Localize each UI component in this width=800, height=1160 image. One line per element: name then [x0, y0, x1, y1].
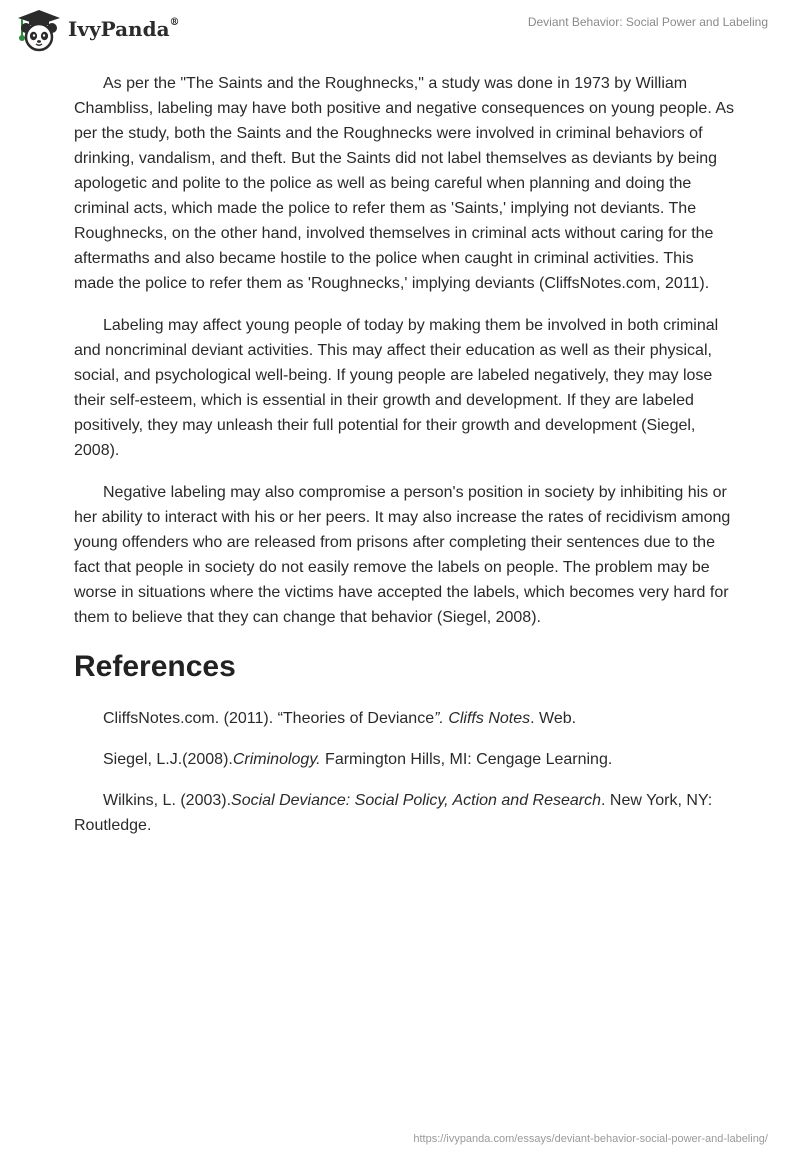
reference-item-3 [74, 788, 734, 838]
reference-author: Siegel, L.J.(2008). [103, 751, 233, 768]
reference-item-2 [74, 747, 734, 772]
reference-publisher: Farmington Hills, MI: Cengage Learning. [320, 751, 613, 768]
reference-source: Social Deviance: Social Policy, Action and Research [231, 792, 602, 809]
body-paragraph-3: Negative labeling may also compromise a person's position in society by inhibiting his or her ability to interact with his or her peers. It may also increase the rates of recidivism among young offenders who are released from prisons after completing their sentences due to the fact that people in society do not easily remove the labels on people. The problem may be worse in situations where the victims have accepted the labels, which becomes very hard for them to believe that they can change that behavior (Siegel, 2008). [74, 484, 731, 626]
reference-item-1 [74, 706, 734, 731]
reference-author: CliffsNotes.com. (2011). “Theories of Deviance [103, 710, 435, 727]
reference-source: ”. Cliffs Notes [434, 710, 531, 727]
reference-author: Wilkins, L. (2003). [103, 792, 232, 809]
essay-content [74, 71, 734, 854]
page-header [0, 0, 800, 60]
references-heading: References [74, 650, 236, 683]
brand-name: IvyPanda® [68, 17, 180, 41]
panda-graduate-icon [14, 8, 64, 52]
registered-mark: ® [169, 17, 180, 29]
document-title: Deviant Behavior: Social Power and Labeling [527, 15, 768, 29]
body-paragraph-1: As per the "The Saints and the Roughnecks," a study was done in 1973 by William Chambliss, labeling may have both positive and negative consequences on young people. As per the study, both the Saints and the Roughnecks were involved in criminal behaviors of drinking, vandalism, and theft. But the Saints did not label themselves as deviants by being apologetic and polite to the police as well as being careful when planning and doing the criminal acts, which made the police to refer them as 'Saints,' implying not deviants. The Roughnecks, on the other hand, involved themselves in criminal acts without caring for the aftermaths and also became hostile to the police when caught in criminal activities. This made the police to refer them as 'Roughnecks,' implying deviants (CliffsNotes.com, 2011). [74, 75, 734, 292]
reference-publisher: . New York, NY: Routledge. [74, 792, 713, 834]
source-url[interactable]: https://ivypanda.com/essays/deviant-behavior-social-power-and-labeling/ [413, 1133, 768, 1145]
reference-source: Criminology. [232, 751, 321, 768]
reference-publisher: . Web. [530, 710, 577, 727]
brand-logo[interactable] [14, 8, 180, 52]
body-paragraph-2: Labeling may affect young people of today by making them be involved in both criminal and noncriminal deviant activities. This may affect their education as well as their physical, social, and psychological well-being. If young people are labeled negatively, they may lose their self-esteem, which is essential in their growth and development. If they are labeled positively, they may unleash their full potential for their growth and development (Siegel, 2008). [74, 317, 719, 459]
